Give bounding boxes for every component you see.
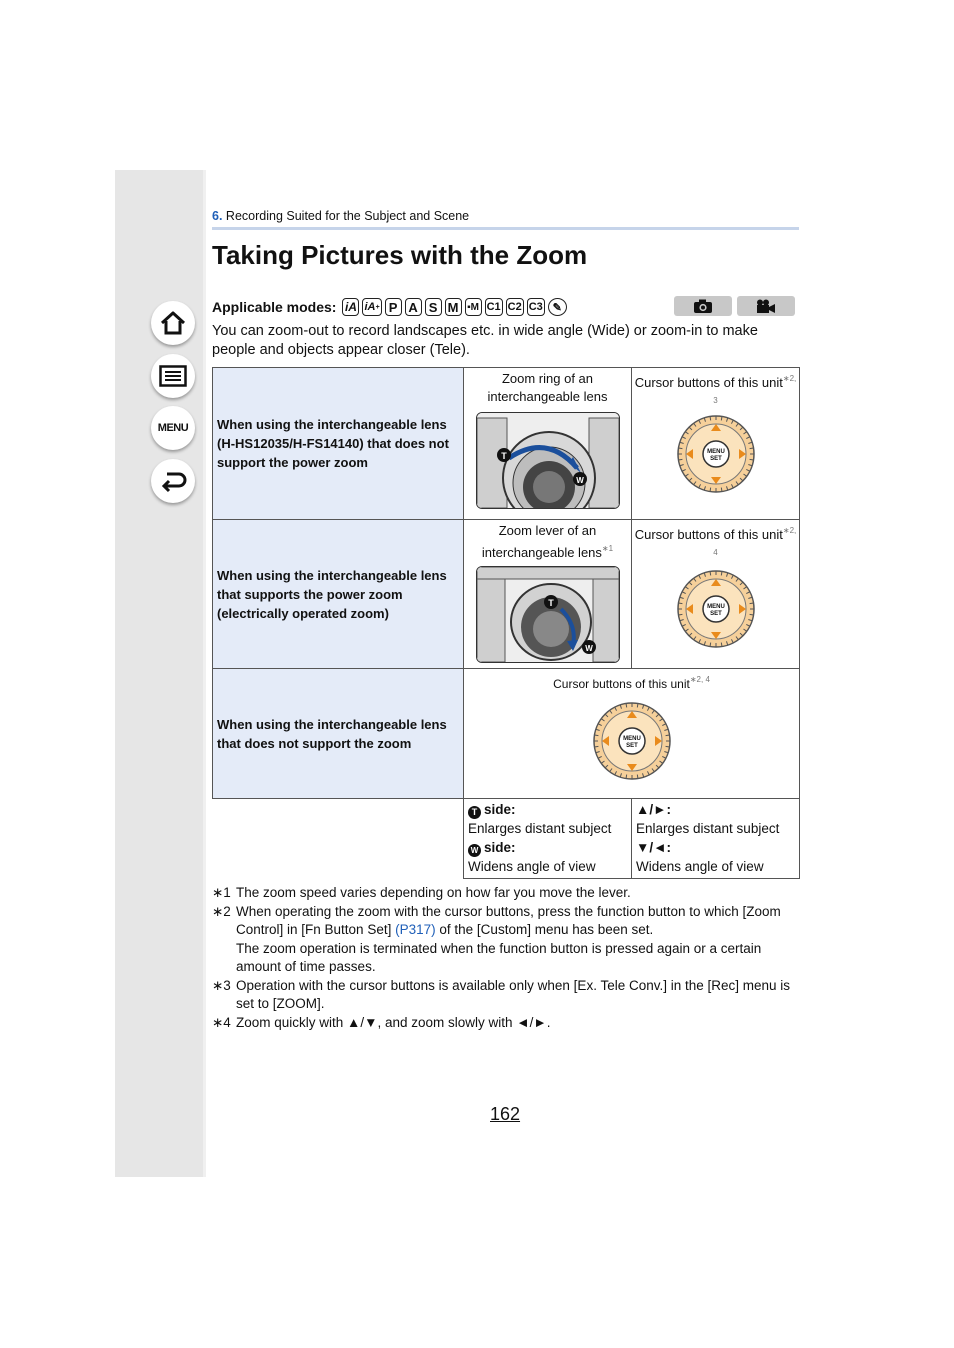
zoom-lever-cell: [464, 520, 632, 669]
zoom-methods-table: [212, 367, 800, 879]
mode-c2-icon: C2: [506, 298, 524, 316]
chapter-title: Recording Suited for the Subject and Scene: [225, 209, 470, 223]
mode-ia-icon: iA: [342, 298, 359, 316]
back-button[interactable]: [151, 459, 195, 503]
empty-cell: [213, 799, 464, 879]
w-description: Widens angle of view: [468, 859, 596, 874]
chapter-number: 6.: [212, 209, 223, 223]
table-row: [213, 368, 800, 520]
mode-c1-icon: C1: [485, 298, 503, 316]
intro-text: You can zoom-out to record landscapes etc. in wide angle (Wide) or zoom-in to make people and objects appear closer (Tele).: [212, 323, 758, 358]
page-title: Taking Pictures with the Zoom: [212, 240, 588, 270]
home-button[interactable]: [151, 301, 195, 345]
zoom-lever-caption: Zoom lever of an interchangeable lens$^{∗1}$: [481, 523, 614, 560]
up-right-keys: ▲/►:: [636, 802, 671, 817]
camera-icon: [693, 299, 713, 314]
cursor-buttons-cell: [632, 368, 800, 520]
down-left-keys: ▼/◄:: [636, 840, 671, 855]
svg-text:MENU: MENU: [622, 736, 641, 742]
photo-tab: [674, 296, 732, 316]
zoom-direction-cursor: [632, 799, 800, 879]
breadcrumb: [212, 209, 469, 223]
t-description: Enlarges distant subject: [468, 821, 612, 836]
zoom-lever-illustration: [476, 566, 620, 663]
footnote: ∗1 The zoom speed varies depending on how far you move the lever.: [212, 885, 631, 900]
cursor-buttons-caption: Cursor buttons of this unit$^{∗2, 3}$: [634, 374, 797, 405]
page-link-p317[interactable]: (P317): [395, 922, 436, 937]
svg-text:SET: SET: [709, 611, 722, 617]
zoom-direction-lens: T side: Enlarges distant subject W side: Widens angle of view: [464, 799, 632, 879]
home-icon: [159, 310, 187, 336]
svg-text:MENU: MENU: [706, 604, 725, 610]
mode-creative-video-icon: ▪M: [465, 298, 482, 316]
table-of-contents-button[interactable]: [151, 354, 195, 398]
mode-creative-control-icon: ✎: [548, 298, 567, 316]
mode-c3-icon: C3: [527, 298, 545, 316]
cursor-dial-illustration: [464, 701, 799, 781]
zoom-ring-illustration: [476, 412, 620, 509]
header-rule: [212, 227, 799, 230]
table-row: [213, 520, 800, 669]
footnotes: [212, 884, 802, 1032]
cursor-dial-illustration: [632, 414, 799, 494]
mode-m-icon: M: [445, 298, 462, 316]
row-heading: When using the interchangeable lens (H-HS12035/H-FS14140) that does not support the power zoom: [213, 368, 464, 520]
svg-text:W: W: [575, 476, 584, 485]
svg-text:SET: SET: [709, 456, 722, 462]
row-heading: When using the interchangeable lens that does not support the zoom: [213, 669, 464, 799]
table-row: [213, 799, 800, 879]
cursor-buttons-cell: [464, 669, 800, 799]
mode-a-icon: A: [405, 298, 422, 316]
mode-s-icon: S: [425, 298, 442, 316]
mode-p-icon: P: [385, 298, 402, 316]
menu-button[interactable]: [151, 406, 195, 450]
movie-camera-icon: [755, 299, 777, 314]
w-mark-icon: W: [468, 844, 481, 857]
table-row: [213, 669, 800, 799]
list-icon: [159, 365, 187, 387]
cursor-dial-illustration: [632, 569, 799, 649]
page-number: 162: [490, 1104, 521, 1124]
up-right-description: Enlarges distant subject: [636, 821, 780, 836]
svg-text:W: W: [584, 644, 593, 653]
svg-text:T: T: [500, 451, 507, 461]
video-tab: [737, 296, 795, 316]
cursor-buttons-caption: Cursor buttons of this unit$^{∗2, 4}$: [553, 675, 710, 691]
footnote: ∗3 Operation with the cursor buttons is available only when [Ex. Tele Conv.] in the [Rec] menu is set to [ZOOM].: [212, 977, 791, 1011]
zoom-ring-caption: Zoom ring of an interchangeable lens: [487, 371, 608, 404]
zoom-ring-cell: [464, 368, 632, 520]
cursor-buttons-cell: [632, 520, 800, 669]
t-mark-icon: T: [468, 806, 481, 819]
sidebar-edge: [203, 170, 206, 1177]
modes-label: Applicable modes:: [212, 299, 337, 315]
svg-text:MENU: MENU: [706, 449, 725, 455]
footnote: ∗2 When operating the zoom with the cursor buttons, press the function button to which [Zoom Control] in [Fn Button Set] (P317) of the [Custom] menu has been set. The zoom operation is terminated when the function button is pressed again or a certain amount of time passes.: [212, 903, 781, 974]
footnote: ∗4 Zoom quickly with ▲/▼, and zoom slowly with ◄/►.: [212, 1014, 551, 1030]
down-left-description: Widens angle of view: [636, 859, 764, 874]
svg-text:SET: SET: [625, 743, 638, 749]
cursor-buttons-caption: Cursor buttons of this unit$^{∗2, 4}$: [634, 526, 797, 557]
return-icon: [159, 469, 187, 493]
mode-ia-plus-icon: iA +: [362, 298, 381, 316]
svg-text:T: T: [547, 598, 554, 608]
menu-label: MENU: [157, 422, 189, 434]
row-heading: When using the interchangeable lens that supports the power zoom (electrically operated zoom): [213, 520, 464, 669]
applicable-modes: [212, 296, 570, 318]
